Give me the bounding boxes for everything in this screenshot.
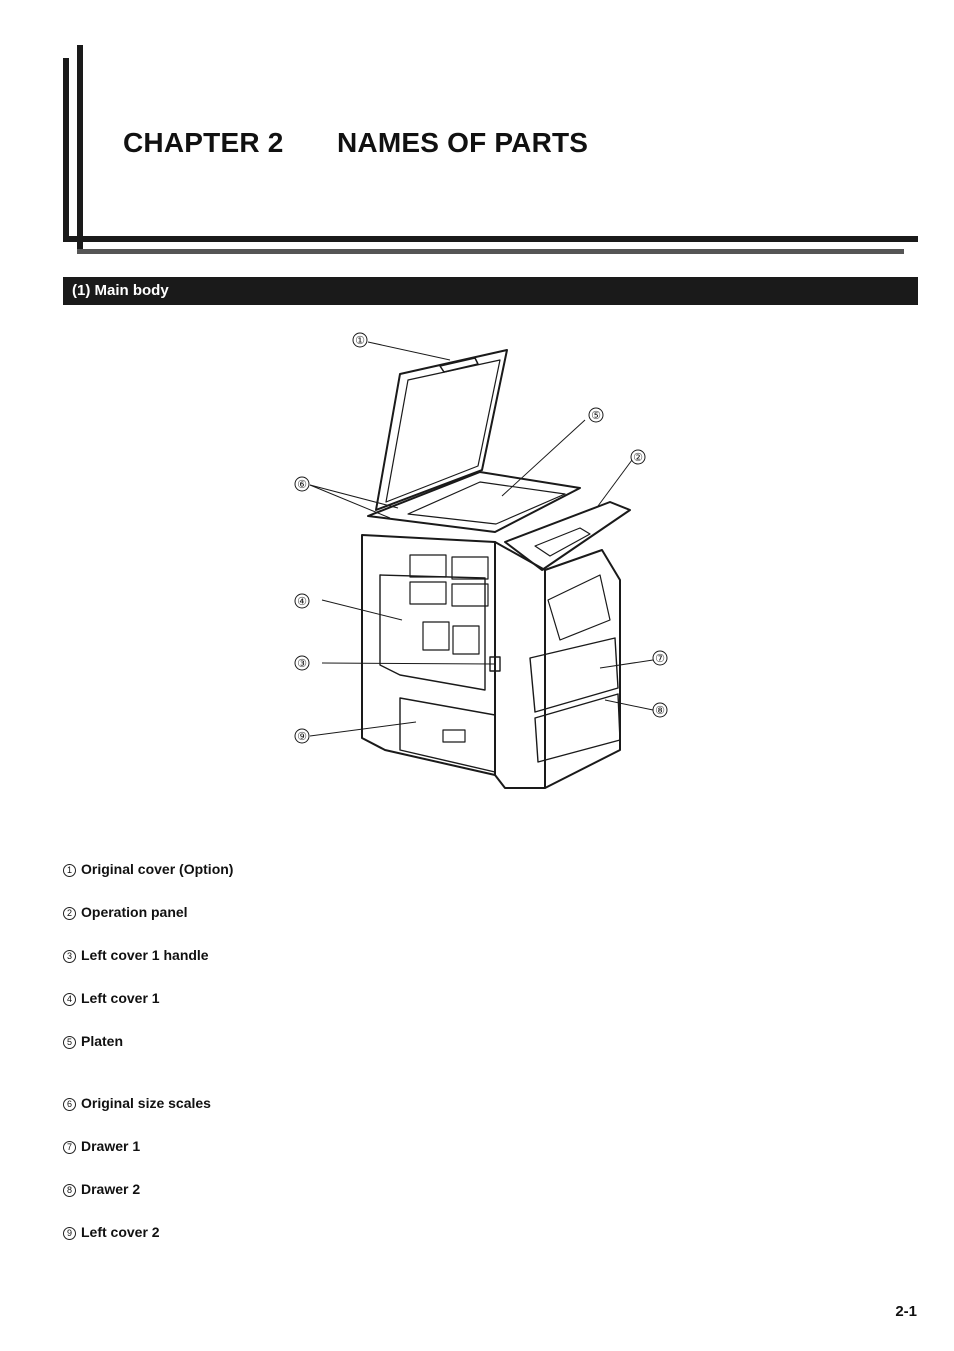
page-number: 2-1 [895,1303,917,1320]
part-number: 5 [63,1036,76,1049]
section-header: (1) Main body [63,277,918,305]
part-label: Drawer 2 [81,1181,141,1197]
svg-text:⑥: ⑥ [297,479,307,491]
part-number: 1 [63,864,76,877]
callout-1 [353,333,367,347]
part-label: Left cover 1 handle [81,947,209,963]
part-label: Drawer 1 [81,1138,141,1154]
callout-3 [295,656,309,670]
callout-8 [653,703,667,717]
part-label: Left cover 2 [81,1224,160,1240]
svg-text:④: ④ [297,596,307,608]
svg-text:⑧: ⑧ [655,705,665,717]
callout-7 [653,651,667,665]
callout-9 [295,729,309,743]
part-label: Platen [81,1033,124,1049]
drawer-2-shape [535,694,620,762]
part-item-9 [63,1224,160,1240]
part-item-7 [63,1138,140,1154]
callout-5 [589,408,603,422]
callout-6 [295,477,309,491]
part-label: Operation panel [81,904,188,920]
part-item-1 [63,861,233,877]
chapter-number: CHAPTER 2 [123,127,284,158]
part-number: 6 [63,1098,76,1111]
original-cover-shape [376,350,507,510]
chapter-title: NAMES OF PARTS [337,127,589,158]
part-number: 4 [63,993,76,1006]
chapter-rule-bottom [77,249,904,254]
part-number: 3 [63,950,76,963]
left-cover-2-shape [400,698,495,772]
part-number: 8 [63,1184,76,1197]
chapter-bar-left-inner [77,45,83,253]
chapter-bar-left-outer [63,58,69,242]
part-item-8 [63,1181,140,1197]
part-number: 9 [63,1227,76,1240]
part-label: Original size scales [81,1095,211,1111]
drawer-1-shape [530,638,618,712]
svg-text:③: ③ [297,658,307,670]
chapter-heading [123,127,588,159]
part-item-5 [63,1033,123,1049]
part-item-6 [63,1095,211,1111]
svg-text:⑦: ⑦ [655,653,665,665]
svg-text:①: ① [355,335,365,347]
callout-2 [631,450,645,464]
part-number: 2 [63,907,76,920]
svg-text:⑤: ⑤ [591,410,601,422]
svg-text:②: ② [633,452,643,464]
part-label: Left cover 1 [81,990,160,1006]
part-number: 7 [63,1141,76,1154]
part-item-3 [63,947,209,963]
svg-text:⑨: ⑨ [297,731,307,743]
part-item-2 [63,904,188,920]
copier-illustration [280,320,700,800]
callout-4 [295,594,309,608]
part-item-4 [63,990,160,1006]
part-label: Original cover (Option) [81,861,234,877]
main-body-left [362,535,495,775]
chapter-rule-top [63,236,918,242]
left-cover-1-shape [380,575,485,690]
